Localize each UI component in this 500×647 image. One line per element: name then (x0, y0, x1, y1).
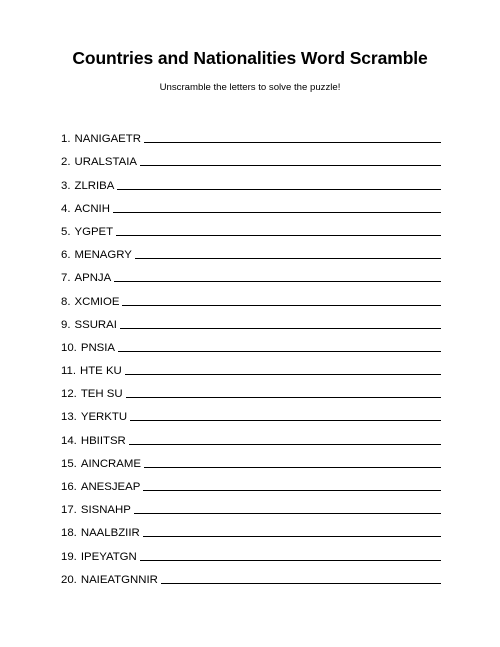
scrambled-word: ANESJEAP (80, 481, 141, 493)
scramble-item (61, 308, 441, 331)
scrambled-word: MENAGRY (74, 249, 132, 262)
scrambled-word: HTE KU (80, 365, 122, 378)
answer-line (135, 258, 441, 259)
answer-line (113, 212, 441, 213)
scrambled-word: NAALBZIIR (80, 527, 140, 540)
scramble-item (61, 331, 441, 354)
scramble-item (61, 354, 441, 377)
item-number: 13. (61, 411, 77, 424)
item-number: 10. (61, 341, 77, 354)
item-number: 19. (61, 550, 77, 563)
answer-line (114, 281, 441, 282)
scrambled-word: YGPET (74, 225, 114, 238)
answer-line (161, 583, 441, 584)
scramble-item (61, 493, 441, 516)
answer-line (140, 560, 441, 561)
scrambled-word: HBIITSR (80, 434, 126, 447)
scramble-item (61, 284, 441, 307)
scrambled-word: TEH SU (80, 388, 123, 401)
scramble-item (61, 145, 441, 168)
item-number: 18. (61, 527, 77, 540)
scramble-item (61, 238, 441, 261)
answer-line (143, 536, 441, 537)
item-number: 1. (61, 133, 71, 146)
scrambled-word: PNSIA (80, 341, 116, 354)
item-number: 9. (61, 318, 71, 331)
answer-line (144, 142, 441, 143)
scrambled-word: NANIGAETR (74, 133, 141, 146)
item-number: 16. (61, 481, 77, 493)
item-number: 14. (61, 434, 77, 447)
scrambled-word: ACNIH (74, 202, 110, 215)
worksheet-instructions: Unscramble the letters to solve the puzzle! (159, 82, 341, 93)
item-number: 8. (61, 295, 71, 308)
scrambled-word: SISNAHP (80, 504, 131, 517)
scrambled-word: NAIEATGNNIR (80, 573, 158, 586)
item-number: 7. (61, 272, 71, 285)
scramble-item (61, 563, 441, 586)
answer-line (140, 165, 441, 166)
item-number: 4. (61, 202, 71, 215)
scramble-item (61, 168, 441, 191)
answer-line (134, 513, 441, 514)
answer-line (129, 444, 441, 445)
answer-line (143, 490, 441, 491)
answer-line (116, 235, 441, 236)
scramble-item (61, 423, 441, 446)
item-number: 3. (61, 179, 71, 192)
scramble-item (61, 261, 441, 284)
item-number: 20. (61, 573, 77, 586)
answer-line (130, 420, 441, 421)
answer-line (122, 305, 441, 306)
scramble-item (61, 215, 441, 238)
scrambled-word: AINCRAME (80, 457, 141, 470)
scramble-item (61, 122, 441, 145)
answer-line (125, 374, 441, 375)
scrambled-word: URALSTAIA (74, 156, 137, 169)
item-number: 15. (61, 457, 77, 470)
scramble-item (61, 447, 441, 470)
worksheet-title: Countries and Nationalities Word Scramble (72, 48, 428, 68)
item-number: 17. (61, 504, 77, 517)
scramble-item (61, 400, 441, 423)
scramble-item (61, 192, 441, 215)
scramble-item (61, 516, 441, 539)
item-number: 12. (61, 388, 77, 401)
scramble-item (61, 470, 441, 493)
answer-line (118, 351, 441, 352)
scramble-item (61, 539, 441, 562)
scrambled-word: SSURAI (74, 318, 117, 331)
item-number: 5. (61, 225, 71, 238)
item-number: 2. (61, 156, 71, 169)
scrambled-word: IPEYATGN (80, 550, 137, 563)
scramble-item (61, 377, 441, 400)
scrambled-word: ZLRIBA (74, 179, 115, 192)
item-number: 6. (61, 249, 71, 262)
answer-line (120, 328, 441, 329)
scramble-list (61, 122, 441, 586)
item-number: 11. (61, 365, 76, 378)
answer-line (117, 189, 441, 190)
scrambled-word: APNJA (74, 272, 112, 285)
scrambled-word: YERKTU (80, 411, 128, 424)
answer-line (126, 397, 441, 398)
scrambled-word: XCMIOE (74, 295, 120, 308)
answer-line (144, 467, 441, 468)
